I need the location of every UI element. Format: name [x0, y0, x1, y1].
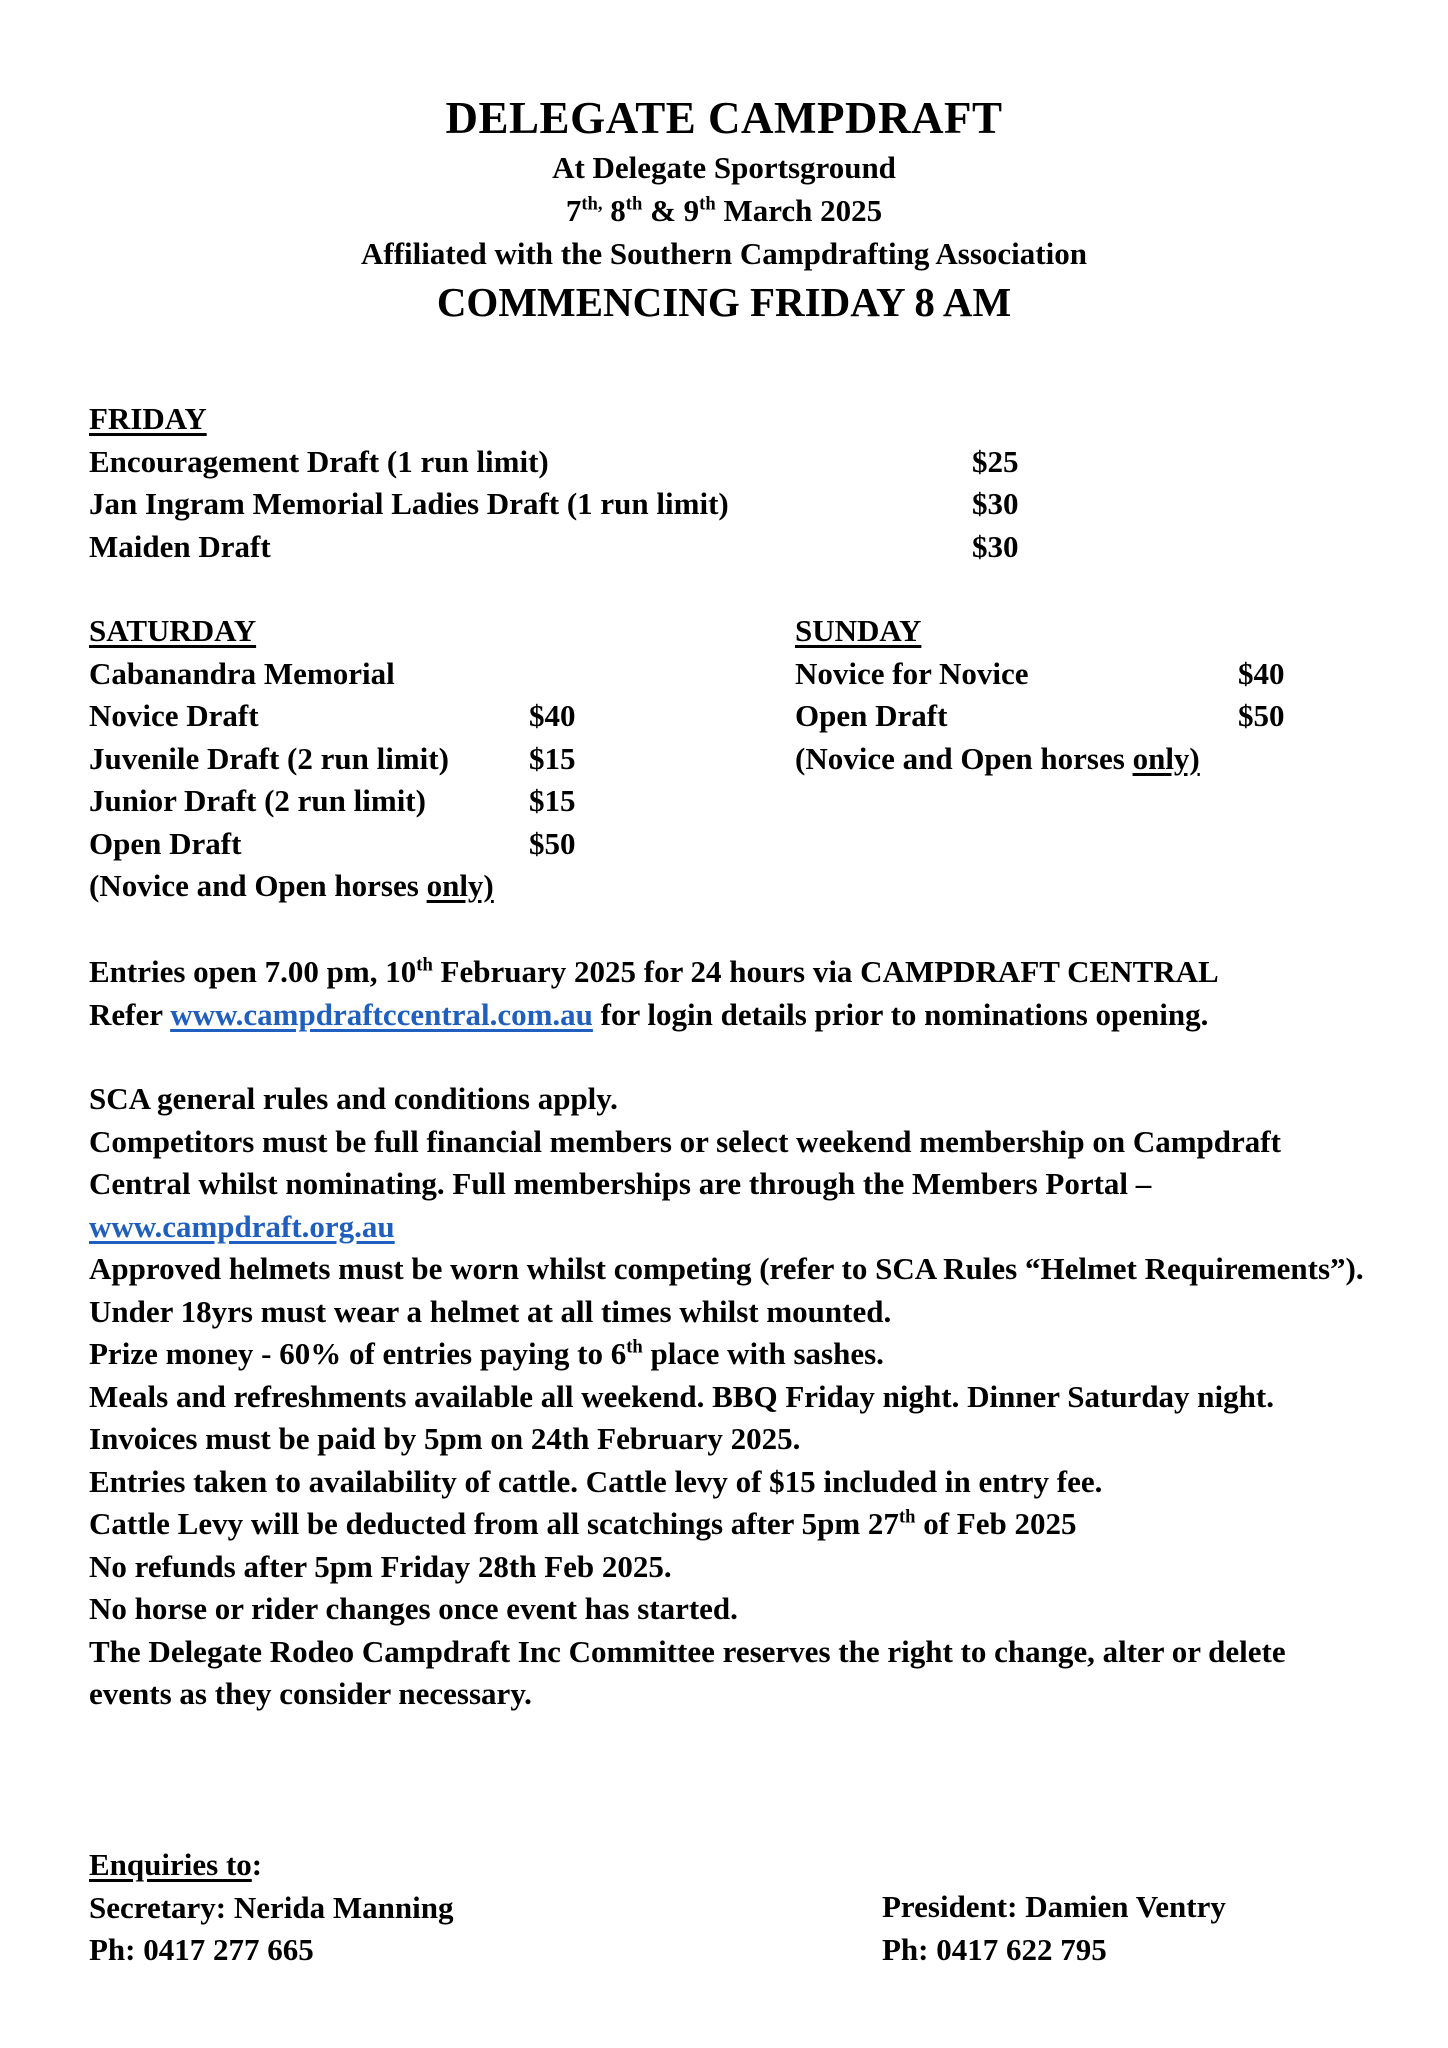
saturday-horse-note: (Novice and Open horses only) — [89, 868, 494, 903]
rule-line: Approved helmets must be worn whilst competing (refer to SCA Rules “Helmet Requirements”). — [89, 1251, 1364, 1286]
president-contact — [882, 1886, 1226, 1971]
rules-list — [89, 1078, 1369, 1716]
event-price: $15 — [529, 783, 576, 818]
commencing-notice: COMMENCING FRIDAY 8 AM — [436, 279, 1012, 325]
rule-line: Meals and refreshments available all weekend. BBQ Friday night. Dinner Saturday night. — [89, 1378, 1274, 1414]
event-affiliation: Affiliated with the Southern Campdrafting Association — [361, 236, 1087, 271]
event-row — [795, 653, 1315, 696]
sunday-section — [795, 610, 1315, 780]
enquiries-section — [89, 1844, 453, 1972]
event-row — [89, 780, 709, 823]
rule-line: Prize money - 60% of entries paying to 6th place with sashes. — [89, 1336, 884, 1371]
rule-line: Entries taken to availability of cattle. Cattle levy of $15 included in entry fee. — [89, 1463, 1103, 1499]
event-row — [89, 441, 1089, 484]
rule-line: The Delegate Rodeo Campdraft Inc Committee reserves the right to change, alter or delete events as they consider necessary. — [89, 1633, 1286, 1711]
friday-section — [89, 398, 1089, 568]
event-price: $50 — [1238, 698, 1285, 733]
rule-line: Under 18yrs must wear a helmet at all times whilst mounted. — [89, 1293, 892, 1329]
president-phone: Ph: 0417 622 795 — [882, 1931, 1107, 1967]
saturday-memorial-line: Cabanandra Memorial — [89, 655, 395, 691]
event-name: Novice Draft — [89, 698, 259, 733]
rule-line: Competitors must be full financial members or select weekend membership on Campdraft Central whilst nominating. Full memberships are through the Members Portal – www.campdraft.org.au — [89, 1123, 1281, 1244]
event-name: Open Draft — [795, 698, 948, 733]
sunday-horse-note: (Novice and Open horses only) — [795, 740, 1200, 776]
event-row — [795, 695, 1315, 738]
event-name: Novice for Novice — [795, 655, 1029, 691]
event-name: Open Draft — [89, 825, 242, 861]
secretary-phone: Ph: 0417 277 665 — [89, 1932, 314, 1967]
friday-heading: FRIDAY — [89, 401, 207, 436]
entries-info — [89, 951, 1369, 1036]
secretary-name: Secretary: Nerida Manning — [89, 1889, 454, 1925]
event-row — [89, 526, 1089, 569]
event-title: DELEGATE CAMPDRAFT — [445, 93, 1003, 143]
event-price: $40 — [529, 698, 576, 733]
event-row — [89, 483, 1089, 526]
campdraft-central-link[interactable]: www.campdraftccentral.com.au — [170, 996, 593, 1032]
enquiries-heading: Enquiries to: — [89, 1847, 263, 1882]
event-name: Juvenile Draft (2 run limit) — [89, 740, 449, 776]
event-name: Jan Ingram Memorial Ladies Draft (1 run limit) — [89, 486, 729, 521]
rule-line: No refunds after 5pm Friday 28th Feb 2025. — [89, 1548, 672, 1584]
sunday-heading: SUNDAY — [795, 613, 922, 648]
rule-line: SCA general rules and conditions apply. — [89, 1081, 618, 1116]
event-price: $30 — [972, 528, 1019, 564]
saturday-heading: SATURDAY — [89, 613, 257, 648]
event-price: $25 — [972, 443, 1019, 479]
saturday-section — [89, 610, 709, 908]
rule-line: No horse or rider changes once event has started. — [89, 1591, 738, 1626]
event-name: Maiden Draft — [89, 528, 271, 564]
president-name: President: Damien Ventry — [882, 1889, 1226, 1924]
event-price: $50 — [529, 825, 576, 861]
event-price: $40 — [1238, 655, 1285, 691]
event-name: Junior Draft (2 run limit) — [89, 783, 426, 818]
rule-line: Invoices must be paid by 5pm on 24th February 2025. — [89, 1421, 801, 1456]
entries-refer-line: Refer www.campdraftccentral.com.au for login details prior to nominations opening. — [89, 996, 1209, 1032]
event-row — [89, 738, 709, 781]
rule-line: Cattle Levy will be deducted from all scatchings after 5pm 27th of Feb 2025 — [89, 1506, 1077, 1541]
event-price: $15 — [529, 740, 576, 776]
campdraft-org-link[interactable]: www.campdraft.org.au — [89, 1208, 395, 1244]
event-row — [89, 695, 709, 738]
event-dates: $7^{th,}$ 8th & 9th March 2025 — [565, 193, 883, 228]
event-price: $30 — [972, 486, 1019, 521]
event-name: Encouragement Draft (1 run limit) — [89, 443, 549, 479]
entries-open-line: Entries open 7.00 pm, 10th February 2025 for 24 hours via CAMPDRAFT CENTRAL — [89, 954, 1219, 989]
event-row — [89, 823, 709, 866]
event-venue: At Delegate Sportsground — [552, 150, 896, 185]
